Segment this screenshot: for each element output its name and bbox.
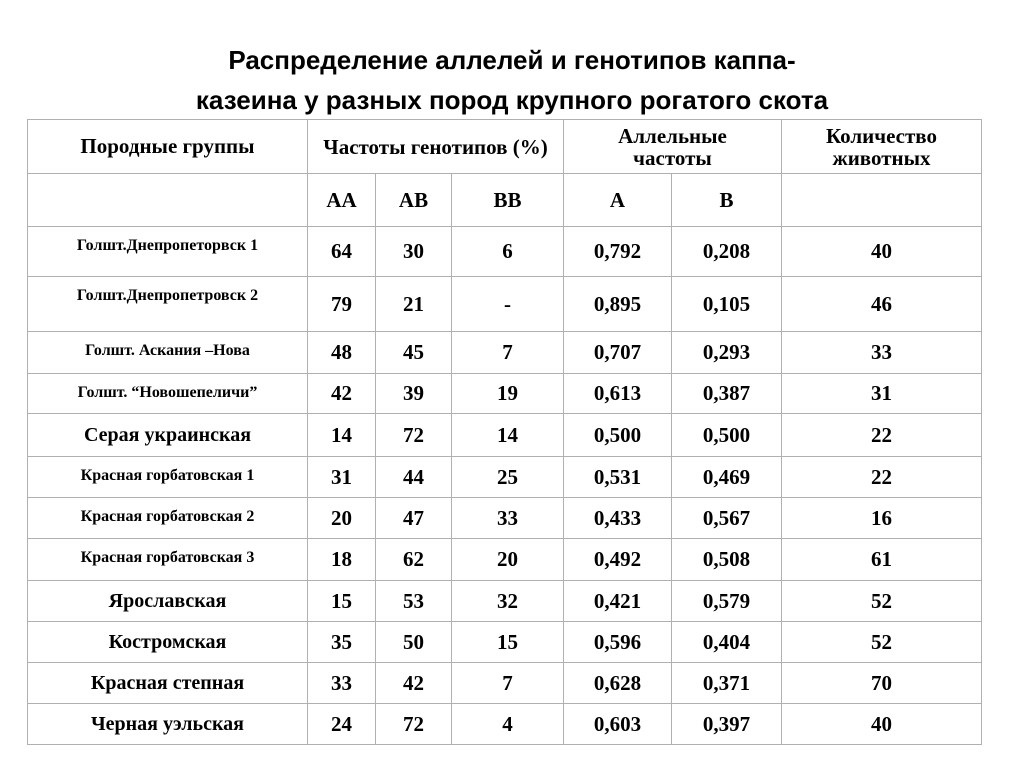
- row-animal-count: 22: [782, 414, 982, 457]
- table-row: [28, 622, 982, 663]
- row-breed-name: Голшт.Днепропеторвск 1: [28, 227, 308, 277]
- row-breed-name: Красная горбатовская 2: [28, 498, 308, 539]
- row-animal-count: 52: [782, 581, 982, 622]
- row-animal-count: 33: [782, 332, 982, 374]
- row-aa-value: 24: [308, 704, 376, 745]
- header-ab: АВ: [376, 174, 452, 227]
- table-row: [28, 498, 982, 539]
- row-ab-value: 72: [376, 704, 452, 745]
- page-title: [0, 40, 1024, 120]
- table-row: [28, 704, 982, 745]
- header-genotype-frequencies: Частоты генотипов (%): [308, 120, 564, 174]
- row-animal-count: 16: [782, 498, 982, 539]
- row-bb-value: -: [452, 277, 564, 332]
- header-row-main: [28, 120, 982, 174]
- row-aa-value: 33: [308, 663, 376, 704]
- row-breed-name: Костромская: [28, 622, 308, 663]
- row-bb-value: 15: [452, 622, 564, 663]
- row-bb-value: 7: [452, 332, 564, 374]
- row-b-freq: 0,397: [672, 704, 782, 745]
- row-a-freq: 0,596: [564, 622, 672, 663]
- row-animal-count: 22: [782, 457, 982, 498]
- row-a-freq: 0,603: [564, 704, 672, 745]
- table-row: [28, 539, 982, 581]
- row-bb-value: 7: [452, 663, 564, 704]
- header-aa: АА: [308, 174, 376, 227]
- row-breed-name: Красная степная: [28, 663, 308, 704]
- row-aa-value: 18: [308, 539, 376, 581]
- title-line-2: казеина у разных пород крупного рогатого скота: [195, 85, 829, 115]
- row-a-freq: 0,792: [564, 227, 672, 277]
- row-b-freq: 0,105: [672, 277, 782, 332]
- row-bb-value: 14: [452, 414, 564, 457]
- row-a-freq: 0,500: [564, 414, 672, 457]
- row-bb-value: 6: [452, 227, 564, 277]
- row-bb-value: 4: [452, 704, 564, 745]
- row-b-freq: 0,567: [672, 498, 782, 539]
- allele-genotype-table: [27, 119, 982, 745]
- row-ab-value: 30: [376, 227, 452, 277]
- row-breed-name: Красная горбатовская 3: [28, 539, 308, 581]
- header-animal-count: [782, 120, 982, 174]
- header-allele-frequencies: [564, 120, 782, 174]
- table-row: [28, 663, 982, 704]
- row-ab-value: 47: [376, 498, 452, 539]
- row-animal-count: 61: [782, 539, 982, 581]
- row-breed-name: Голшт. “Новошепеличи”: [28, 374, 308, 414]
- row-bb-value: 33: [452, 498, 564, 539]
- header-allele-frequencies-line-1: Аллельные: [618, 123, 727, 148]
- row-ab-value: 44: [376, 457, 452, 498]
- row-a-freq: 0,421: [564, 581, 672, 622]
- header-animal-count-line-2: животных: [832, 145, 931, 170]
- title-line-1: Распределение аллелей и генотипов каппа-: [228, 45, 796, 75]
- table-row: [28, 374, 982, 414]
- row-b-freq: 0,371: [672, 663, 782, 704]
- row-b-freq: 0,208: [672, 227, 782, 277]
- row-b-freq: 0,579: [672, 581, 782, 622]
- row-b-freq: 0,387: [672, 374, 782, 414]
- row-a-freq: 0,707: [564, 332, 672, 374]
- table-row: [28, 277, 982, 332]
- table-row: [28, 581, 982, 622]
- row-animal-count: 52: [782, 622, 982, 663]
- table-row: [28, 414, 982, 457]
- header-row-sub: [28, 174, 982, 227]
- row-b-freq: 0,404: [672, 622, 782, 663]
- row-ab-value: 53: [376, 581, 452, 622]
- row-a-freq: 0,492: [564, 539, 672, 581]
- row-aa-value: 64: [308, 227, 376, 277]
- header-b: В: [672, 174, 782, 227]
- row-a-freq: 0,531: [564, 457, 672, 498]
- header-sub-empty-right: [782, 174, 982, 227]
- header-a: А: [564, 174, 672, 227]
- header-bb: ВВ: [452, 174, 564, 227]
- header-animal-count-line-1: Количество: [825, 123, 938, 148]
- header-sub-empty-left: [28, 174, 308, 227]
- row-bb-value: 25: [452, 457, 564, 498]
- row-breed-name: Голшт.Днепропетровск 2: [28, 277, 308, 332]
- row-a-freq: 0,895: [564, 277, 672, 332]
- row-ab-value: 42: [376, 663, 452, 704]
- row-animal-count: 31: [782, 374, 982, 414]
- row-aa-value: 31: [308, 457, 376, 498]
- row-breed-name: Красная горбатовская 1: [28, 457, 308, 498]
- row-a-freq: 0,433: [564, 498, 672, 539]
- row-bb-value: 19: [452, 374, 564, 414]
- row-b-freq: 0,469: [672, 457, 782, 498]
- row-aa-value: 15: [308, 581, 376, 622]
- table-row: [28, 457, 982, 498]
- row-breed-name: Голшт. Аскания –Нова: [28, 332, 308, 374]
- header-breed-group: Породные группы: [28, 120, 308, 174]
- row-aa-value: 20: [308, 498, 376, 539]
- row-animal-count: 40: [782, 227, 982, 277]
- row-animal-count: 46: [782, 277, 982, 332]
- row-aa-value: 48: [308, 332, 376, 374]
- row-aa-value: 14: [308, 414, 376, 457]
- row-breed-name: Черная уэльская: [28, 704, 308, 745]
- row-breed-name: Ярославская: [28, 581, 308, 622]
- row-ab-value: 39: [376, 374, 452, 414]
- row-bb-value: 32: [452, 581, 564, 622]
- row-a-freq: 0,613: [564, 374, 672, 414]
- row-b-freq: 0,293: [672, 332, 782, 374]
- header-allele-frequencies-line-2: частоты: [633, 145, 712, 170]
- table-body: [28, 120, 982, 745]
- row-animal-count: 70: [782, 663, 982, 704]
- row-b-freq: 0,508: [672, 539, 782, 581]
- row-aa-value: 35: [308, 622, 376, 663]
- row-ab-value: 45: [376, 332, 452, 374]
- row-ab-value: 62: [376, 539, 452, 581]
- row-bb-value: 20: [452, 539, 564, 581]
- row-ab-value: 50: [376, 622, 452, 663]
- table-row: [28, 332, 982, 374]
- row-aa-value: 42: [308, 374, 376, 414]
- row-ab-value: 21: [376, 277, 452, 332]
- row-breed-name: Серая украинская: [28, 414, 308, 457]
- row-a-freq: 0,628: [564, 663, 672, 704]
- table-row: [28, 227, 982, 277]
- row-aa-value: 79: [308, 277, 376, 332]
- row-animal-count: 40: [782, 704, 982, 745]
- row-b-freq: 0,500: [672, 414, 782, 457]
- row-ab-value: 72: [376, 414, 452, 457]
